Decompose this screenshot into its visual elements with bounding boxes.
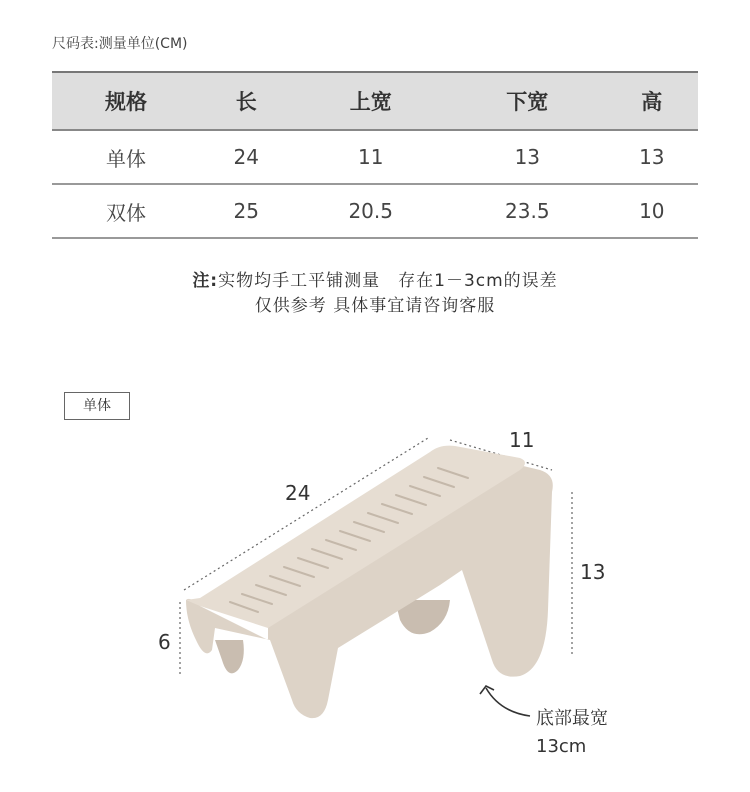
table-header-row	[52, 72, 698, 130]
table-cell: 23.5	[449, 184, 606, 238]
size-table	[52, 71, 698, 239]
front-height-label: 6	[158, 630, 171, 654]
single-tag: 单体	[64, 392, 130, 420]
note-prefix: 注:	[192, 271, 219, 291]
table-row	[52, 130, 698, 184]
size-chart-caption: 尺码表:测量单位(CM)	[52, 36, 188, 52]
length-label: 24	[285, 481, 311, 505]
table-row	[52, 184, 698, 238]
note-text-1: 实物均手工平铺测量 存在1－3cm的误差	[218, 271, 558, 291]
bottom-width-value: 13cm	[536, 736, 587, 757]
table-cell: 10	[606, 184, 698, 238]
bottom-width-arrow	[480, 686, 530, 716]
top-width-label: 11	[509, 428, 535, 452]
table-cell: 13	[606, 130, 698, 184]
height-label: 13	[580, 560, 606, 584]
note-line-1	[0, 266, 750, 291]
table-cell: 13	[449, 130, 606, 184]
table-cell: 24	[200, 130, 292, 184]
table-cell: 单体	[52, 130, 200, 184]
table-cell: 20.5	[292, 184, 449, 238]
bottom-width-title: 底部最宽	[536, 708, 608, 729]
note-line-2: 仅供参考 具体事宜请咨询客服	[254, 296, 496, 316]
header-spec: 规格	[52, 72, 200, 130]
table-cell: 双体	[52, 184, 200, 238]
header-height: 高	[606, 72, 698, 130]
table-cell: 25	[200, 184, 292, 238]
header-top-width: 上宽	[292, 72, 449, 130]
header-length: 长	[200, 72, 292, 130]
table-cell: 11	[292, 130, 449, 184]
header-bottom-width: 下宽	[449, 72, 606, 130]
shoe-rack-diagram	[0, 380, 750, 792]
bottom-width-annotation	[536, 705, 608, 761]
